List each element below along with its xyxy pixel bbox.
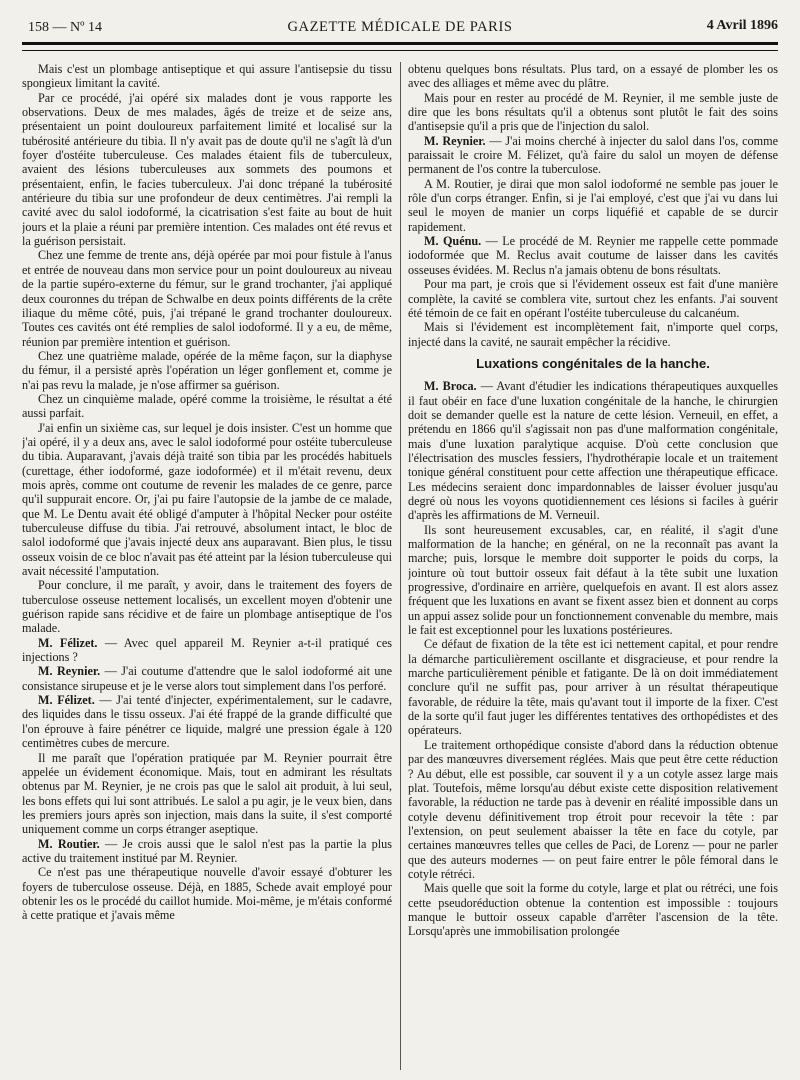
left-column (22, 62, 392, 1070)
right-column-before (408, 62, 778, 349)
paragraph-text: Chez une quatrième malade, opérée de la même façon, sur la diaphyse du fémur, il a persisté après l'opération un léger gonflement et, comme je n'ai pas revu la malade, je n'ose affirmer sa guérison. (22, 348, 392, 392)
paragraph (22, 349, 392, 392)
paragraph-text: Ce n'est pas une thérapeutique nouvelle d'avoir essayé d'obturer les foyers de tuberculose osseuse. Déjà, en 1885, Schede avait employé pour obtenir les os le procédé du caillot humide. Moi-même, je m'étais conformé à cette pratique et j'avais même (22, 865, 392, 923)
paragraph (408, 881, 778, 938)
paragraph-text: obtenu quelques bons résultats. Plus tard, on a essayé de plomber les os avec des alliages et même avec du plâtre. (408, 62, 778, 91)
paragraph-text: Mais pour en rester au procédé de M. Reynier, il me semble juste de dire que les bons résultats qu'il a obtenus sont plutôt le fait des soins d'antisepsie qu'il a pris que de l'injection du salol. (408, 90, 778, 134)
paragraph-text: Mais si l'évidement est incomplètement fait, n'importe quel corps, injecté dans la cavité, ne saurait empêcher la récidive. (408, 320, 778, 349)
journal-title: GAZETTE MÉDICALE DE PARIS (287, 19, 513, 35)
paragraph (408, 320, 778, 349)
right-column-after (408, 379, 778, 938)
paragraph (408, 62, 778, 91)
paragraph (22, 693, 392, 750)
paragraph-text: — J'ai moins cherché à injecter du salol dans l'os, comme paraissait le croire M. Félizet, qu'à faire du salol un moyen de défense permanent de l'os contre la tuberculose. (408, 133, 778, 177)
paragraph-text: — Avec quel appareil M. Reynier a-t-il pratiqué ces injections ? (22, 635, 392, 665)
paragraph-text: Il me paraît que l'opération pratiquée par M. Reynier pourrait être appelée un évidement économique. Mais, tout en admirant les résultats obtenus par M. Reynier, je ne crois pas que le salol ait produit, à lui seul, les bons effets qui lui sont attribués. Le salol a pu agir, je le veux bien, dans les premiers jours après son injection, mais dans la suite, il s'est comporté uniquement comme un corps étranger aseptique. (22, 750, 392, 837)
paragraph-text: Chez une femme de trente ans, déjà opérée par moi pour fistule à l'anus et entrée de nouveau dans mon service pour un point douloureux au niveau de la partie supéro-externe du fémur, sur le grand trochanter, j'ai appliqué deux couronnes du trépan de Schwalbe en deux points différents de la crête iliaque du même côté, puis, j'ai trépané le grand trochanter douloureux. Toutes ces cavités ont été remplies de salol iodoformé. Il y a eu, de même, réunion par première intention et guérison. (22, 248, 392, 349)
paragraph (22, 421, 392, 579)
paragraph-text: A M. Routier, je dirai que mon salol iodoformé ne semble pas jouer le rôle d'un corps étranger. Enfin, si je l'ai employé, c'est que j'ai vu dans lui seul le moyen de manier un corps liquéfié et capable de se durcir rapidement. (408, 176, 778, 234)
paragraph-text: Mais quelle que soit la forme du cotyle, large et plat ou rétréci, une fois cette pseudoréduction obtenue la contention est impossible : toujours manque le buttoir osseux capable d'arrêter l'ascension de la tête. Lorsqu'après une immobilisation prolongée (408, 881, 778, 939)
paragraph (22, 62, 392, 91)
speaker-name: M. Broca. (424, 379, 477, 394)
paragraph-text: — Avant d'étudier les indications thérapeutiques auxquelles il faut obéir en face d'une luxation congénitale de la hanche, le chirurgien doit se demander quelle est la nature de cette lésion. Verneuil, en effet, a prétendu en 1866 qu'il s'agissait non pas d'une malformation congénitale, mais d'une luxation paralytique acquise. D'où cette conclusion que l'électrisation des muscles fessiers, l'hydrothérapie locale et un traitement tonique général constituent pour cette affection une thérapeutique efficace. Les médecins seraient donc impardonnables de laisser évoluer jusqu'au degré où nous les voyons quotidiennement ces lésions si faciles à guérir d'après les affirmations de M. Verneuil. (408, 379, 778, 523)
paragraph (22, 91, 392, 249)
paragraph-text: — Je crois aussi que le salol n'est pas la partie la plus active du traitement institué par M. Reynier. (22, 836, 392, 865)
paragraph (22, 751, 392, 837)
paragraph-text: — J'ai coutume d'attendre que le salol iodoformé ait une consistance sirupeuse et je le verse alors tout simplement dans l'os perforé. (22, 664, 392, 693)
page-number: 158 — Nº 14 (28, 20, 102, 35)
paragraph (408, 637, 778, 737)
paragraph-text: Par ce procédé, j'ai opéré six malades dont je vous rapporte les observations. Deux de mes malades, âgés de treize et de seize ans, présentaient un point douloureux parfaitement limité et localisé sur la tubérosité antérieure du tibia. Il n'y avait pas de doute qu'il ne s'agît là d'un foyer d'ostéite tuberculeuse. Ces malades étaient fils de tuberculeux, avaient des lésions tuberculeuses aux sommets des poumons et présentaient, enfin, le facies tuberculeux. J'ai donc trépané la tubérosité antérieure du tibia sur une profondeur de deux centimètres. J'ai rempli la cavité avec du salol iodoformé, la cicatrisation s'est faite au bout de huit jours et la plaie a réuni par première intention. Ces malades ont été revus et la guérison persistait. (22, 90, 392, 249)
paragraph (408, 523, 778, 638)
issue-date: 4 Avril 1896 (706, 18, 778, 33)
paragraph (22, 392, 392, 421)
speaker-name: M. Reynier. (38, 664, 101, 679)
paragraph (22, 248, 392, 348)
section-heading: Luxations congénitales de la hanche. (476, 355, 710, 371)
paragraph-text: Ce défaut de fixation de la tête est ici nettement capital, et pour rendre la démarche particulièrement oscillante et disgracieuse, et pour rendre la marche particulièrement pénible et fatigante. De là on doit immédiatement conclure qu'il ne suffit pas, pour arriver à un résultat thérapeutique favorable, de réduire la tête, mais qu'avant tout il importe de la fixer. C'est de la sorte qu'il faut juger les différentes tentatives des orthopédistes et des opérateurs. (408, 637, 778, 738)
paragraph (408, 277, 778, 320)
paragraph (22, 837, 392, 866)
paragraph (408, 379, 778, 522)
paragraph-text: — J'ai tenté d'injecter, expérimentalement, sur le cadavre, des liquides dans le tissu osseux. J'ai été frappé de la grande difficulté que l'on éprouve à faire pénétrer ce liquide, malgré une pression égale à 120 centimètres cubes de mercure. (22, 693, 392, 751)
paragraph (408, 134, 778, 177)
paragraph (408, 91, 778, 134)
paragraph-text: Ils sont heureusement excusables, car, en réalité, il s'agit d'une malformation de la hanche; en général, on ne la reconnaît pas avant la marche; puis, lorsque le membre doit supporter le poids du corps, la jointure où tout buttoir osseux fait défaut à la tête subit une luxation progressive, d'ordinaire en arrière, quelquefois en avant. Il est alors assez fréquent que les luxations en avant se fixent assez bien et donnent au corps un appui assez solide pour un fonctionnement convenable du membre, mais le fait est exceptionnel pour les luxations postérieures. (408, 522, 778, 638)
paragraph-text: — Le procédé de M. Reynier me rappelle cette pommade iodoformée que M. Reclus avait coutume de laisser dans les cavités osseuses évidées. M. Reclus n'a jamais obtenu de bons résultats. (408, 234, 778, 277)
paragraph (22, 636, 392, 665)
speaker-name: M. Reynier. (424, 133, 486, 148)
paragraph (22, 865, 392, 922)
speaker-name: M. Félizet. (38, 635, 98, 650)
paragraph (22, 664, 392, 693)
paragraph-text: J'ai enfin un sixième cas, sur lequel je dois insister. C'est un homme que j'ai opéré, il y a deux ans, avec le salol iodoformé pour ostéite tuberculeuse du tibia. Auparavant, j'avais déjà traité son tibia par les procédés habituels (curettage, éther iodoformé, gaze iodoformée) et il m'était revenu, deux mois après, comme ont coutume de revenir les malades de ce genre, parce qu'il suppurait encore. Or, j'ai pu faire l'autopsie de la jambe de ce malade, que M. Le Dentu avait été obligé d'amputer à l'hôpital Necker pour ostéite tuberculeuse diffuse du tibia. J'ai retrouvé, absolument intact, le bloc de salol iodoformé que j'avais injecté deux ans auparavant. Bien plus, le tissu osseux voisin de ce bloc n'avait pas été atteint par la lésion tuberculeuse qui avait nécessité l'amputation. (22, 420, 392, 579)
page-header (22, 14, 778, 40)
paragraph-text: Mais c'est un plombage antiseptique et qui assure l'antisepsie du tissu spongieux limitant la cavité. (22, 62, 392, 91)
paragraph-text: Pour ma part, je crois que si l'évidement osseux est fait d'une manière complète, la cavité se comblera vite, surtout chez les enfants. J'ai souvent été témoin de ce fait en opérant l'ostéite tuberculeuse du calcanéum. (408, 277, 778, 320)
paragraph (22, 578, 392, 635)
paragraph (408, 234, 778, 277)
paragraph-text: Pour conclure, il me paraît, y avoir, dans le traitement des foyers de tuberculose osseuse nettement localisés, un excellent moyen d'obtenir une guérison rapide sans récidive et de faire un plombage antiseptique de l'os malade. (22, 578, 392, 636)
paragraph-text: Le traitement orthopédique consiste d'abord dans la réduction obtenue par des manœuvres diversement réglées. Mais que peut être cette réduction ? Au début, elle est possible, car souvent il y a un cotyle assez large mais plat. Toutefois, même lorsqu'au début existe cette disposition relativement favorable, la réduction ne tarde pas à devenir en réalité impossible dans un cotyle devenu définitivement trop étroit pour recevoir la tête : par l'extension, on peut seulement abaisser la tête en face du cotyle, par certaines manœuvres telles que celles de Paci, de Lorenz — pour ne parler que des auteurs modernes — on peut faire entrer le pôle fémoral dans le cotyle rétréci. (408, 737, 778, 881)
paragraph (408, 738, 778, 881)
right-column (408, 62, 778, 1070)
paragraph (408, 177, 778, 234)
speaker-name: M. Routier. (38, 836, 100, 851)
column-divider (400, 62, 401, 1070)
speaker-name: M. Félizet. (38, 693, 95, 708)
speaker-name: M. Quénu. (424, 234, 482, 249)
paragraph-text: Chez un cinquième malade, opéré comme la troisième, le résultat a été aussi parfait. (22, 391, 392, 421)
header-rule (22, 42, 778, 51)
